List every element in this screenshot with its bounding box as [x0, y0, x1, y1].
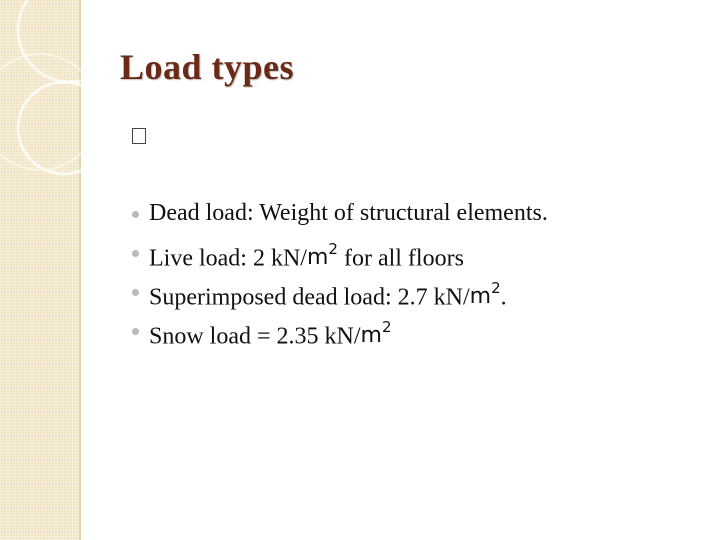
- slide-title: Load types: [120, 47, 295, 87]
- bullet-text: Snow load = 2.35 kN/: [149, 323, 361, 350]
- unit-base: m: [360, 323, 382, 349]
- unit-exponent: 2: [328, 240, 338, 258]
- unit-base: m: [306, 245, 329, 271]
- bullet-item-snow-load: [130, 314, 548, 353]
- bullet-text: Live load: 2 kN/: [149, 245, 307, 272]
- bullet-item-superimposed-dead-load: [130, 275, 548, 314]
- bullet-dot-icon: [132, 289, 139, 296]
- bullet-dot-icon: [132, 328, 139, 335]
- unit-symbol: [360, 318, 392, 349]
- unit-exponent: 2: [491, 279, 501, 297]
- placeholder-glyph-icon: [132, 128, 146, 144]
- bullet-dot-icon: [132, 211, 139, 218]
- unit-exponent: 2: [381, 318, 392, 336]
- bullet-item-dead-load: [130, 197, 548, 236]
- unit-base: m: [469, 284, 492, 310]
- decorative-circles: [0, 0, 180, 220]
- unit-symbol: [469, 279, 501, 310]
- bullet-text: Dead load: Weight of structural elements.: [149, 200, 548, 226]
- bullet-suffix: for all floors: [337, 245, 464, 272]
- bullet-item-live-load: [130, 236, 548, 275]
- bullet-list: [130, 197, 548, 353]
- bullet-text: Superimposed dead load: 2.7 kN/: [149, 284, 470, 311]
- bullet-dot-icon: [132, 250, 139, 257]
- unit-symbol: [306, 240, 338, 271]
- bullet-suffix: .: [500, 284, 507, 311]
